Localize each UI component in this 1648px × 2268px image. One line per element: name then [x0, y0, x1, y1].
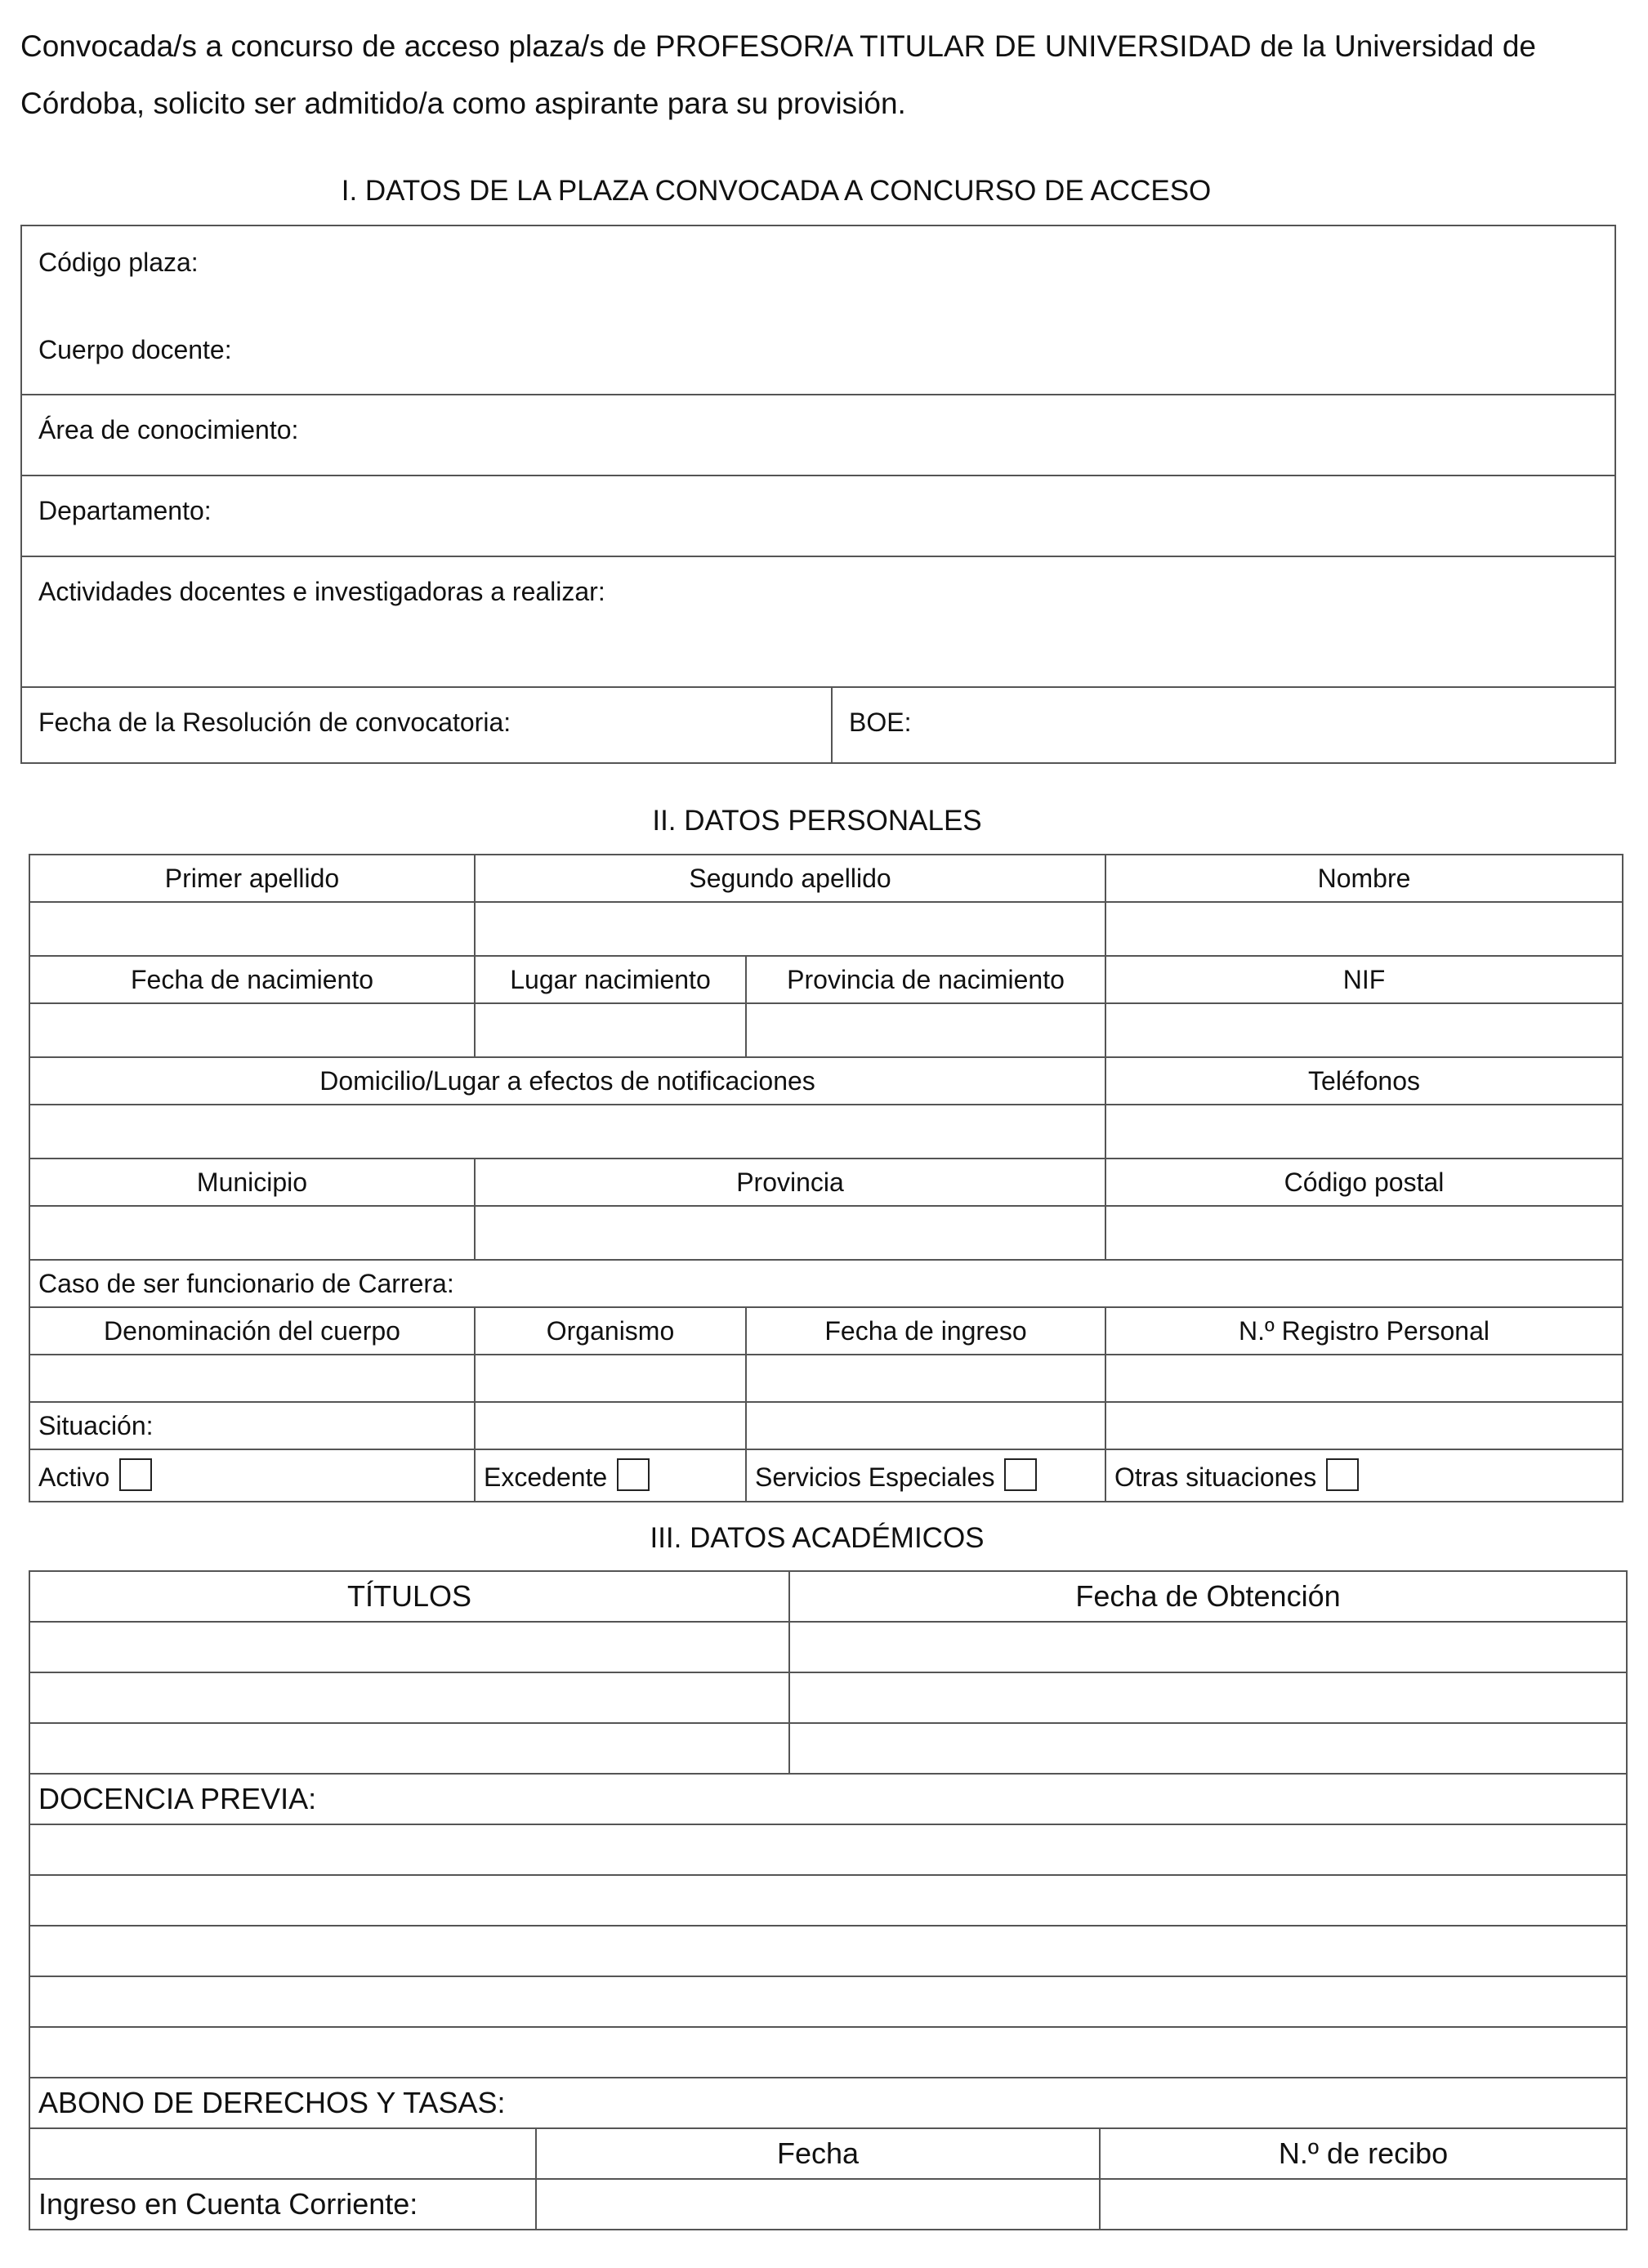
activo-label: Activo: [38, 1462, 110, 1492]
organismo-header: Organismo: [475, 1307, 746, 1355]
fecha-nacimiento-field[interactable]: [29, 1003, 475, 1057]
fecha-resolucion-label: Fecha de la Resolución de convocatoria:: [38, 708, 511, 737]
fecha-obtencion-field[interactable]: [789, 1723, 1627, 1774]
titulo-field[interactable]: [29, 1723, 789, 1774]
titulo-field[interactable]: [29, 1672, 789, 1723]
docencia-previa-line[interactable]: [29, 2027, 1627, 2078]
codigo-cuerpo-cell[interactable]: [22, 226, 1615, 395]
provincia-nacimiento-field[interactable]: [746, 1003, 1105, 1057]
actividades-cell[interactable]: [22, 557, 1615, 688]
denominacion-cuerpo-header: Denominación del cuerpo: [29, 1307, 475, 1355]
cuerpo-docente-label: Cuerpo docente:: [38, 335, 232, 364]
registro-personal-field[interactable]: [1105, 1355, 1623, 1402]
otras-situaciones-checkbox[interactable]: [1326, 1458, 1359, 1491]
docencia-previa-line[interactable]: [29, 1926, 1627, 1976]
fecha-obtencion-header: Fecha de Obtención: [789, 1571, 1627, 1622]
provincia-nacimiento-header: Provincia de nacimiento: [746, 956, 1105, 1003]
lugar-nacimiento-field[interactable]: [475, 1003, 746, 1057]
section-1-title: I. DATOS DE LA PLAZA CONVOCADA A CONCURSO DE ACCESO: [341, 175, 1212, 207]
fecha-ingreso-field[interactable]: [746, 1355, 1105, 1402]
fecha-obtencion-field[interactable]: [789, 1672, 1627, 1723]
denominacion-cuerpo-field[interactable]: [29, 1355, 475, 1402]
area-label: Área de conocimiento:: [38, 415, 299, 444]
fecha-resolucion-cell[interactable]: [22, 688, 833, 764]
provincia-header: Provincia: [475, 1159, 1105, 1206]
telefonos-header: Teléfonos: [1105, 1057, 1623, 1105]
funcionario-label: Caso de ser funcionario de Carrera:: [29, 1260, 1623, 1307]
excedente-label: Excedente: [484, 1462, 608, 1492]
registro-personal-header: N.º Registro Personal: [1105, 1307, 1623, 1355]
excedente-checkbox[interactable]: [617, 1458, 650, 1491]
abono-blank: [29, 2128, 536, 2179]
municipio-header: Municipio: [29, 1159, 475, 1206]
situacion-label: Situación:: [29, 1402, 475, 1449]
fecha-obtencion-field[interactable]: [789, 1622, 1627, 1672]
fecha-nacimiento-header: Fecha de nacimiento: [29, 956, 475, 1003]
section-3-title: III. DATOS ACADÉMICOS: [650, 1522, 985, 1554]
nombre-field[interactable]: [1105, 902, 1623, 956]
area-cell[interactable]: [22, 395, 1615, 476]
personal-data-table: [29, 854, 1623, 1502]
intro-paragraph: Convocada/s a concurso de acceso plaza/s de PROFESOR/A TITULAR DE UNIVERSIDAD de la Universidad de Córdoba, solicito ser admitido/a como aspirante para su provisión.: [20, 29, 1536, 120]
ingreso-cuenta-label: Ingreso en Cuenta Corriente:: [29, 2179, 536, 2230]
academic-data-table: [29, 1570, 1628, 2230]
primer-apellido-field[interactable]: [29, 902, 475, 956]
fecha-field[interactable]: [536, 2179, 1100, 2230]
codigo-postal-field[interactable]: [1105, 1206, 1623, 1260]
docencia-previa-line[interactable]: [29, 1875, 1627, 1926]
primer-apellido-header: Primer apellido: [29, 855, 475, 902]
lugar-nacimiento-header: Lugar nacimiento: [475, 956, 746, 1003]
domicilio-header: Domicilio/Lugar a efectos de notificaciones: [29, 1057, 1105, 1105]
docencia-previa-line[interactable]: [29, 1824, 1627, 1875]
num-recibo-field[interactable]: [1100, 2179, 1627, 2230]
codigo-postal-header: Código postal: [1105, 1159, 1623, 1206]
departamento-label: Departamento:: [38, 496, 212, 525]
segundo-apellido-header: Segundo apellido: [475, 855, 1105, 902]
otras-situaciones-label: Otras situaciones: [1114, 1462, 1317, 1492]
otras-situaciones-option: [1105, 1449, 1623, 1502]
servicios-especiales-checkbox[interactable]: [1004, 1458, 1037, 1491]
num-recibo-header: N.º de recibo: [1100, 2128, 1627, 2179]
titulos-header: TÍTULOS: [29, 1571, 789, 1622]
docencia-previa-label: DOCENCIA PREVIA:: [29, 1774, 1627, 1824]
servicios-especiales-option: [746, 1449, 1105, 1502]
fecha-ingreso-header: Fecha de ingreso: [746, 1307, 1105, 1355]
excedente-option: [475, 1449, 746, 1502]
activo-checkbox[interactable]: [119, 1458, 152, 1491]
servicios-especiales-label: Servicios Especiales: [755, 1462, 995, 1492]
situacion-blank-3: [1105, 1402, 1623, 1449]
organismo-field[interactable]: [475, 1355, 746, 1402]
codigo-plaza-label: Código plaza:: [38, 248, 199, 277]
fecha-header: Fecha: [536, 2128, 1100, 2179]
situacion-blank-2: [746, 1402, 1105, 1449]
segundo-apellido-field[interactable]: [475, 902, 1105, 956]
nif-header: NIF: [1105, 956, 1623, 1003]
abono-label: ABONO DE DERECHOS Y TASAS:: [29, 2078, 1627, 2128]
titulo-field[interactable]: [29, 1622, 789, 1672]
nif-field[interactable]: [1105, 1003, 1623, 1057]
boe-label: BOE:: [849, 708, 912, 737]
docencia-previa-line[interactable]: [29, 1976, 1627, 2027]
domicilio-field[interactable]: [29, 1105, 1105, 1159]
departamento-cell[interactable]: [22, 476, 1615, 557]
section-2-title: II. DATOS PERSONALES: [652, 805, 982, 837]
municipio-field[interactable]: [29, 1206, 475, 1260]
situacion-blank-1: [475, 1402, 746, 1449]
provincia-field[interactable]: [475, 1206, 1105, 1260]
activo-option: [29, 1449, 475, 1502]
boe-cell[interactable]: [833, 688, 1615, 764]
telefonos-field[interactable]: [1105, 1105, 1623, 1159]
actividades-label: Actividades docentes e investigadoras a realizar:: [38, 577, 605, 606]
plaza-data-table: [20, 225, 1616, 764]
nombre-header: Nombre: [1105, 855, 1623, 902]
fecha-boe-row: [22, 688, 1615, 764]
